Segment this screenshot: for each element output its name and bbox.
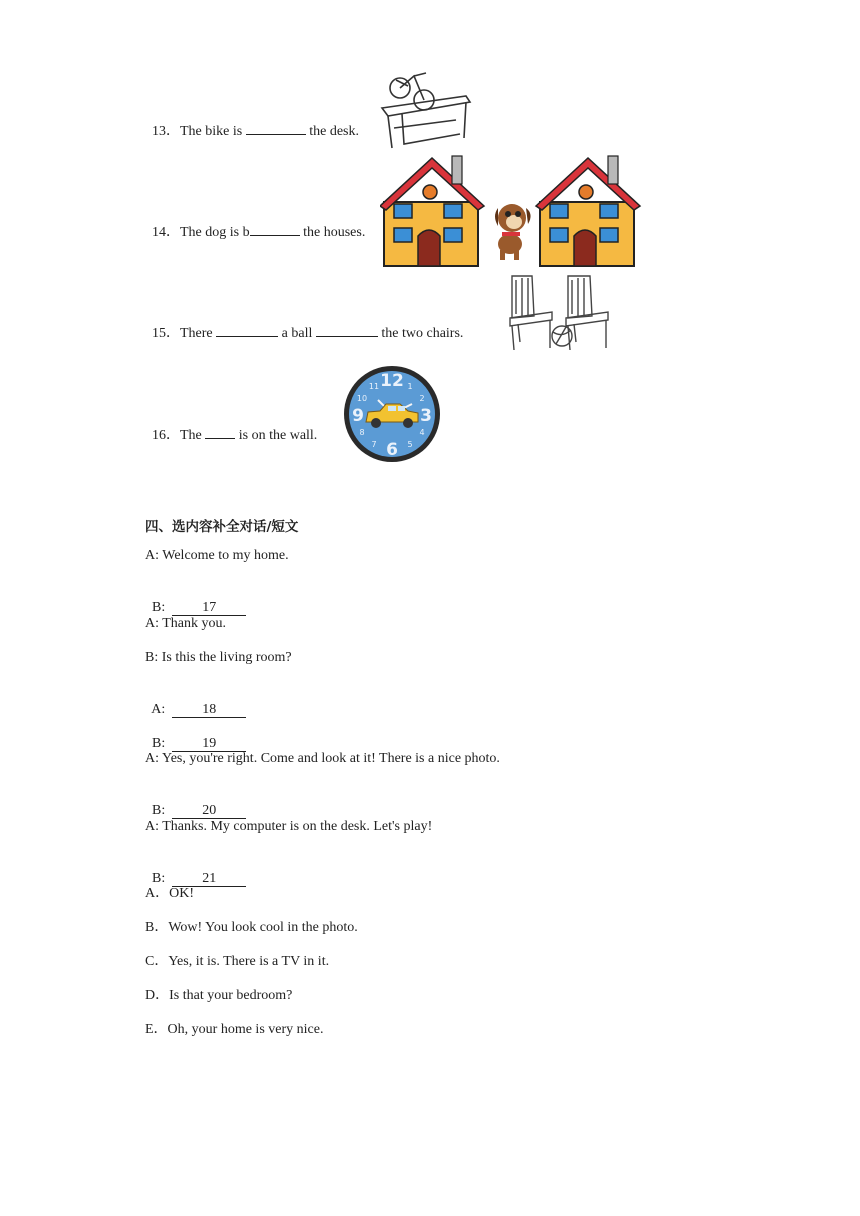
answer-blank-18[interactable]: 18 <box>172 703 246 718</box>
dialogue-line <box>145 581 246 617</box>
question-text: There <box>180 326 217 341</box>
ball-under-chairs-image <box>506 272 614 352</box>
answer-blank[interactable] <box>316 322 378 337</box>
question-text: The bike is <box>180 124 246 139</box>
question-text: the two chairs. <box>377 326 464 341</box>
option-a: A．OK! <box>145 886 194 901</box>
clock-number: 7 <box>371 440 377 449</box>
option-b: B．Wow! You look cool in the photo. <box>145 920 358 935</box>
question-16 <box>145 406 317 445</box>
answer-blank-19[interactable]: 19 <box>172 737 246 752</box>
speaker-label: B: <box>152 803 166 818</box>
speaker-label: A: <box>151 702 166 717</box>
option-c: C．Yes, it is. There is a TV in it. <box>145 954 330 969</box>
option-d: D．Is that your bedroom? <box>145 988 293 1003</box>
dialogue-line <box>145 683 246 719</box>
clock-number: 4 <box>419 428 425 437</box>
clock-number: 9 <box>352 406 364 426</box>
clock-number: 8 <box>359 428 365 437</box>
speaker-label: B: <box>152 600 166 615</box>
dialogue-line: A: Thank you. <box>145 616 227 631</box>
answer-blank-21[interactable]: 21 <box>172 872 246 887</box>
answer-blank-20[interactable]: 20 <box>172 804 246 819</box>
car-clock-image <box>342 364 442 464</box>
question-text: the houses. <box>299 225 366 240</box>
dialogue-line <box>145 717 246 753</box>
question-number: 14． <box>152 225 180 240</box>
clock-number: 2 <box>419 394 425 403</box>
speaker-label: B: <box>152 871 166 886</box>
question-text: The <box>180 428 206 443</box>
clock-number: 5 <box>407 440 413 449</box>
question-number: 15． <box>152 326 180 341</box>
question-text: a ball <box>278 326 316 341</box>
question-text: The dog is b <box>180 225 250 240</box>
dialogue-line <box>145 852 246 888</box>
dog-icon <box>495 204 531 260</box>
bike-on-desk-image <box>380 68 472 152</box>
clock-number: 1 <box>407 382 413 391</box>
question-text: the desk. <box>305 124 359 139</box>
clock-number: 6 <box>386 440 398 460</box>
answer-blank[interactable] <box>250 221 300 236</box>
house-right-icon <box>536 156 640 266</box>
question-text: is on the wall. <box>235 428 318 443</box>
dialogue-line: B: Is this the living room? <box>145 650 292 665</box>
speaker-label: B: <box>152 736 166 751</box>
answer-blank[interactable] <box>246 120 306 135</box>
clock-number: 10 <box>356 394 368 403</box>
question-13 <box>145 102 359 141</box>
question-number: 16． <box>152 428 180 443</box>
section-title: 四、选内容补全对话/短文 <box>145 519 299 535</box>
answer-blank-17[interactable]: 17 <box>172 601 246 616</box>
clock-number: 12 <box>380 371 404 391</box>
question-15 <box>145 304 463 343</box>
dialogue-line: A: Yes, you're right. Come and look at it! There is a nice photo. <box>145 751 500 766</box>
question-14 <box>145 203 365 242</box>
house-left-icon <box>380 156 484 266</box>
dialogue-line: A: Thanks. My computer is on the desk. Let's play! <box>145 819 433 834</box>
dialogue-line: A: Welcome to my home. <box>145 548 289 563</box>
answer-blank[interactable] <box>205 424 235 439</box>
question-number: 13． <box>152 124 180 139</box>
answer-blank[interactable] <box>216 322 278 337</box>
clock-number: 11 <box>368 382 380 391</box>
dog-between-houses-image <box>380 152 642 270</box>
option-e: E．Oh, your home is very nice. <box>145 1022 324 1037</box>
dialogue-line <box>145 784 246 820</box>
clock-number: 3 <box>420 406 432 426</box>
